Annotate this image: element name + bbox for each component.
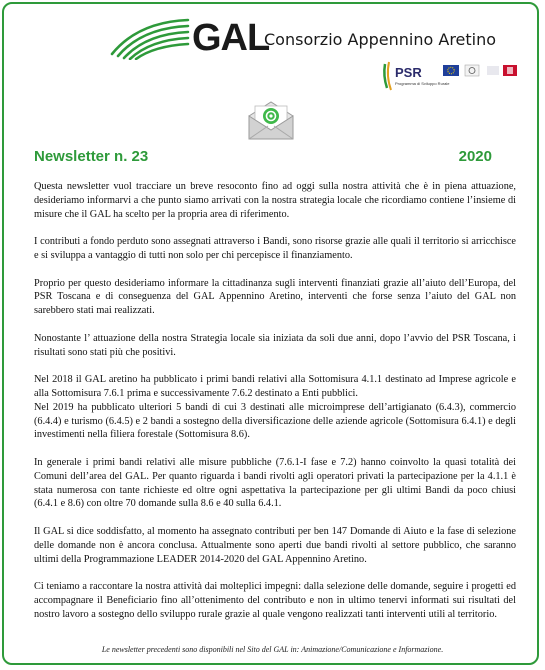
paragraph: Proprio per questo desideriamo informare la cittadinanza sugli interventi finanziati grazie all’aiuto dell’Europa, del PSR Toscana e di conseguenza del GAL Appennino Aretino, interventi che forse senza l’aiuto del GAL non sarebbero stati mai realizzati. [34,277,516,317]
footer-note: Le newsletter precedenti sono disponibili nel Sito del GAL in: Animazione/Comunicazione e Informazione. [101,645,444,654]
envelope-at-icon [246,98,296,142]
eu-flag-icon [443,64,519,78]
newsletter-title: Newsletter n. 23 [34,148,149,165]
paragraph: I contributi a fondo perduto sono assegnati attraverso i Bandi, sono risorse grazie alle quali il territorio si arricchisce e si sviluppa a vantaggio di tutti non solo per chi percepisce il finanziamento. [34,236,516,261]
paragraph: Ci teniamo a raccontare la nostra attività dai molteplici impegni: dalla selezione delle domande, seguire i progetti ed accompagnare il Beneficiario fino all’ottenimento del contributo e non in ultimo tenervi informati sui risultati del nostro lavoro a sostegno dello sviluppo rurale grazie al quale vengono realizzati tanti interventi utili al territorio. [34,581,516,620]
newsletter-body [34,180,516,622]
sponsor-logos [381,60,521,98]
paragraph: In generale i primi bandi relativi alle misure pubbliche (7.6.1-I fase e 7.2) hanno coinvolto la quasi totalità dei Comuni dell’area del GAL. Per quanto riguarda i bandi rivolti agli operatori privati la partecipazione per la 4.1.1 è stata numerosa con tante richieste ed oltre ogni aspettativa la partecipazione per gli ultimi Bandi da poco chiusi (6.4.1 e 8.6) con oltre 70 domande sulla 8.6 e 40 sulla 6.4.1. [34,456,516,510]
paragraph: Nel 2019 ha pubblicato ulteriori 5 bandi di cui 3 destinati alle microimprese dell’artigianato (6.4.3), commercio (6.4.4) e turismo (6.4.5) e 2 bandi a sostegno della diversificazione delle aziende agricole (Sottomisura 6.4.1) e degli investimenti nella filiera forestale (Sottomisura 8.6). [34,401,516,441]
psr-subtitle: Programma di Sviluppo Rurale [395,81,450,86]
paragraph: Questa newsletter vuol tracciare un breve resoconto fino ad oggi sulla nostra attività che è in piena attuazione, desideriamo informarvi a che punto siamo arrivati con la nostra strategia locale che ricordiamo contiene l’insieme di misure che il GAL ha scelto per la propria area di riferimento. [34,181,516,220]
paragraph: Nel 2018 il GAL aretino ha pubblicato i primi bandi relativi alla Sottomisura 4.1.1 destinato ad Imprese agricole e alla Sottomisura 7.6.1 prima e successivamente 7.6.2 destinato a Enti pubblici. [34,374,516,399]
gal-logo-mark: GAL [192,17,270,59]
gal-logo-icon [108,14,192,60]
gal-logo-name: Consorzio Appennino Aretino [264,30,497,49]
newsletter-header [34,148,492,168]
newsletter-year: 2020 [458,148,492,165]
psr-label: PSR [395,65,422,80]
paragraph: Nonostante l’ attuazione della nostra Strategia locale sia iniziata da soli due anni, dopo l’avvio del PSR Toscana, i risultati sono stati più che positivi. [34,332,516,358]
gal-logo [108,14,497,60]
paragraph: Il GAL si dice soddisfatto, al momento ha assegnato contributi per ben 147 Domande di Aiuto e la fase di selezione delle domande non è ancora conclusa. Attualmente sono aperti due bandi rivolti al settore pubblico, che saranno ultimi della Programmazione LEADER 2014-2020 del GAL Appennino Aretino. [34,525,516,565]
